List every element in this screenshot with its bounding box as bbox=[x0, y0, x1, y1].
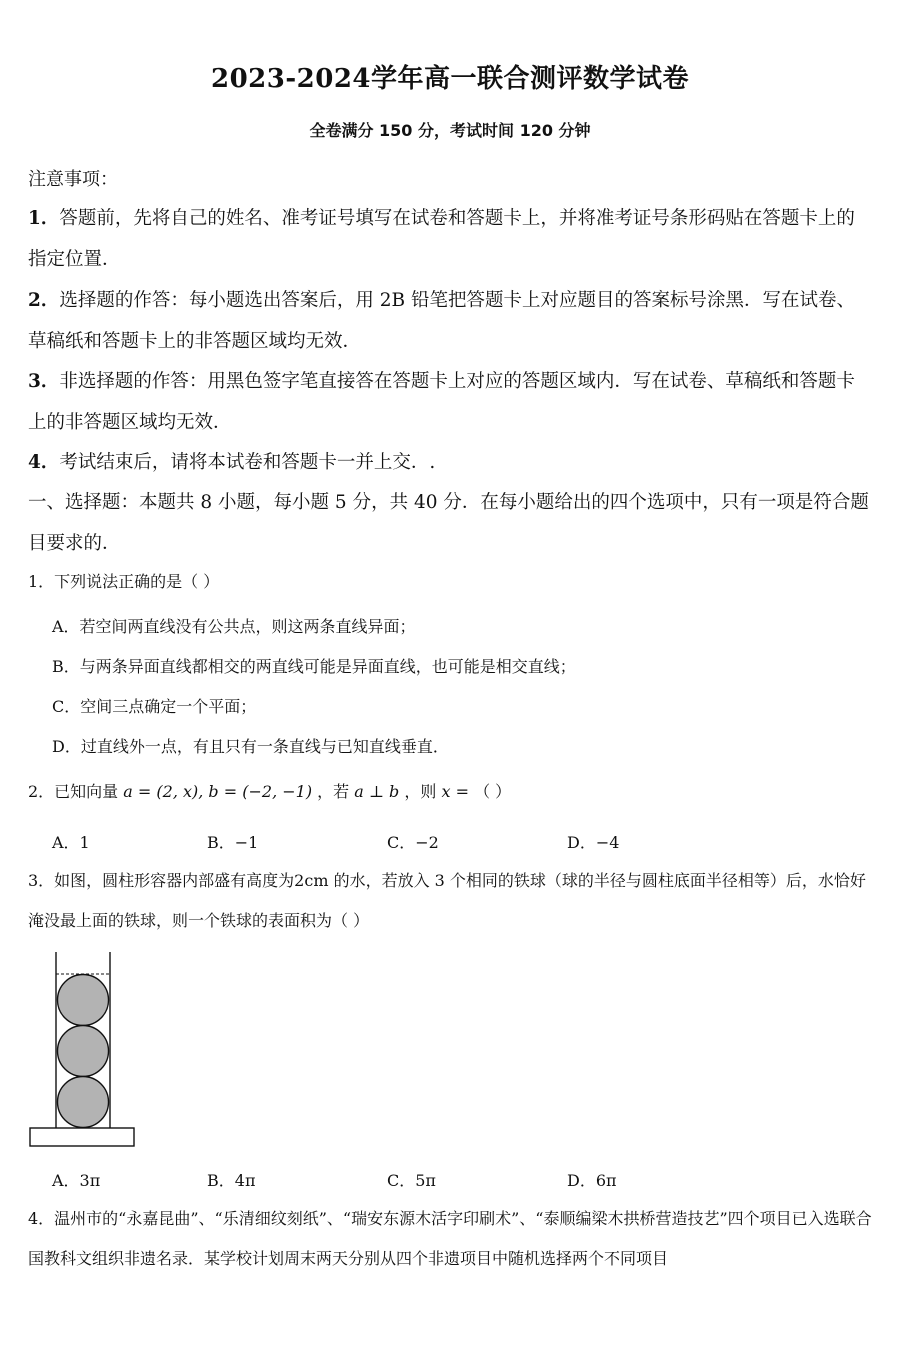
note-text: 答题前，先将自己的姓名、准考证号填写在试卷和答题卡上，并将准考证号条形码贴在答题卡上的指定位置． bbox=[28, 208, 855, 270]
note-number: 4． bbox=[28, 452, 60, 473]
question-1-stem: 1．下列说法正确的是（ ） bbox=[28, 572, 220, 591]
question-2-option-c: C．−2 bbox=[387, 833, 439, 852]
note-number: 3． bbox=[28, 371, 60, 392]
question-2-suffix: ，则 bbox=[404, 782, 437, 801]
note-text: 考试结束后，请将本试卷和答题卡一并上交．. bbox=[59, 452, 436, 473]
question-1-option-b: B．与两条异面直线都相交的两直线可能是异面直线，也可能是相交直线； bbox=[52, 657, 576, 676]
question-3-option-b: B．4π bbox=[207, 1171, 256, 1190]
note-item-3 bbox=[28, 361, 873, 443]
note-item-1 bbox=[28, 198, 873, 280]
page-title: 2023-2024学年高一联合测评数学试卷 bbox=[210, 64, 690, 94]
cylinder-base bbox=[30, 1128, 134, 1146]
note-text: 选择题的作答：每小题选出答案后，用 2B 铅笔把答题卡上对应题目的答案标号涂黑．写在试卷、草稿纸和答题卡上的非答题区域均无效． bbox=[28, 290, 856, 352]
notes-heading: 注意事项： bbox=[28, 169, 118, 190]
question-2-unknown: x = bbox=[441, 782, 469, 801]
question-2-stem bbox=[28, 772, 873, 812]
section-heading-choice: 一、选择题：本题共 8 小题，每小题 5 分，共 40 分．在每小题给出的四个选项中，只有一项是符合题目要求的． bbox=[28, 492, 869, 554]
question-2-option-a: A．1 bbox=[52, 833, 90, 852]
question-2-middle: ，若 bbox=[317, 782, 350, 801]
question-2-prefix: 2．已知向量 bbox=[28, 782, 119, 801]
question-4-stem: 4．温州市的“永嘉昆曲”、“乐清细纹刻纸”、“瑞安东源木活字印刷术”、“泰顺编梁木拱桥营造技艺”四个项目已入选联合国教科文组织非遗名录．某学校计划周末两天分别从四个非遗项目中随机选择两个不同项目 bbox=[28, 1209, 872, 1268]
question-1-option-d: D．过直线外一点，有且只有一条直线与已知直线垂直． bbox=[52, 737, 449, 756]
question-2-vectors: a = (2, x), b = (−2, −1) bbox=[123, 782, 313, 801]
cylinder-balls-figure bbox=[26, 950, 138, 1150]
note-text: 非选择题的作答：用黑色签字笔直接答在答题卡上对应的答题区域内．写在试卷、草稿纸和答题卡上的非答题区域均无效． bbox=[28, 371, 855, 433]
question-1-option-c: C．空间三点确定一个平面； bbox=[52, 697, 257, 716]
iron-ball-middle bbox=[58, 1026, 109, 1077]
question-2-option-b: B．−1 bbox=[207, 833, 259, 852]
question-2-blank: （ ） bbox=[474, 782, 512, 801]
question-3-stem: 3．如图，圆柱形容器内部盛有高度为2cm 的水，若放入 3 个相同的铁球（球的半径与圆柱底面半径相等）后，水恰好淹没最上面的铁球，则一个铁球的表面积为（ ） bbox=[28, 871, 866, 930]
question-3-option-c: C．5π bbox=[387, 1171, 436, 1190]
question-3-option-d: D．6π bbox=[567, 1171, 617, 1190]
question-2-option-d: D．−4 bbox=[567, 833, 620, 852]
question-2-condition: a ⊥ b bbox=[354, 782, 400, 801]
note-number: 1． bbox=[28, 208, 60, 229]
page-subtitle: 全卷满分 150 分，考试时间 120 分钟 bbox=[309, 121, 591, 140]
note-item-4 bbox=[28, 442, 873, 483]
question-1-option-a: A．若空间两直线没有公共点，则这两条直线异面； bbox=[52, 617, 416, 636]
question-3-option-a: A．3π bbox=[52, 1171, 101, 1190]
note-number: 2． bbox=[28, 290, 60, 311]
iron-ball-bottom bbox=[58, 1077, 109, 1128]
iron-ball-top bbox=[58, 975, 109, 1026]
note-item-2 bbox=[28, 280, 873, 362]
